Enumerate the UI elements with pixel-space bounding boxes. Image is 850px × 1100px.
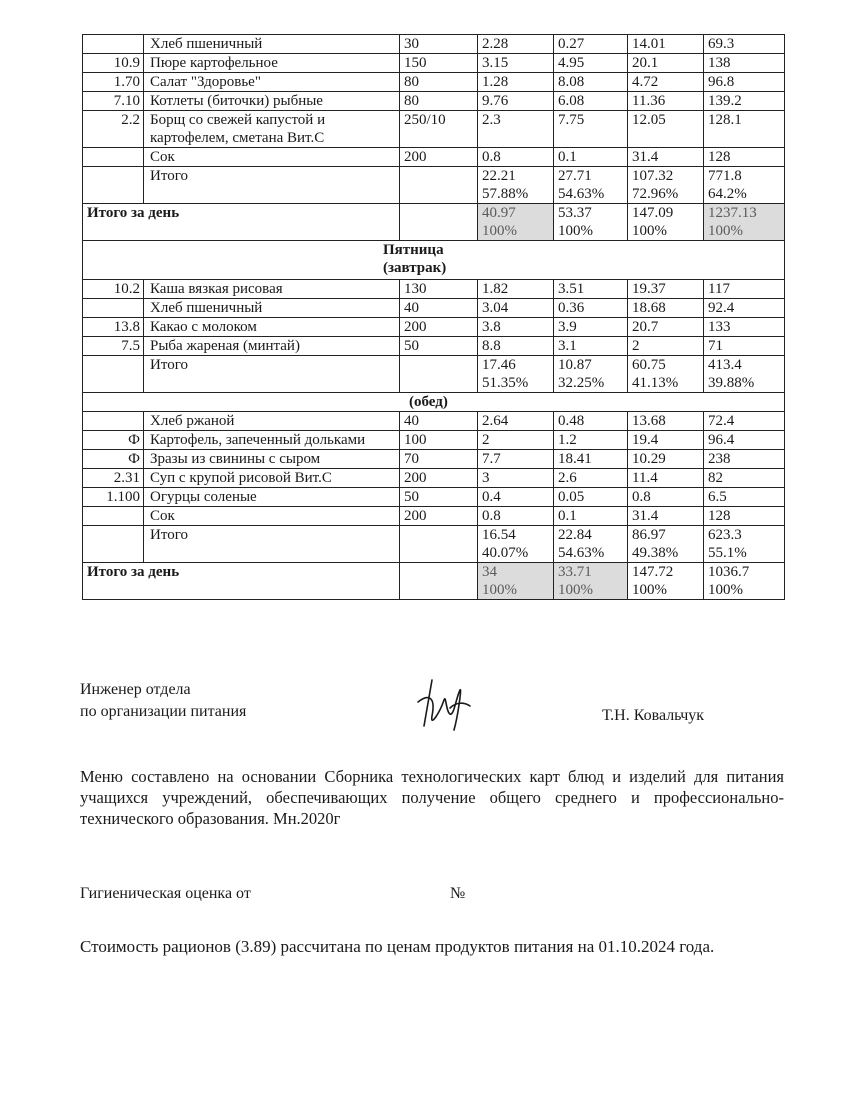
engineer-title-line1: Инженер отдела — [80, 681, 191, 698]
dish-code — [83, 412, 144, 431]
portion: 200 — [400, 318, 478, 337]
cost-note: Стоимость рационов (3.89) рассчитана по ценам продуктов питания на 01.10.2024 года. — [80, 937, 715, 956]
dish-code: 1.100 — [83, 488, 144, 507]
percent: 55.1% — [708, 545, 747, 561]
portion: 80 — [400, 92, 478, 111]
proteins: 3.8 — [478, 318, 554, 337]
proteins: 9.76 — [478, 92, 554, 111]
proteins: 0.8 — [478, 148, 554, 167]
day-total-label: Итого за день — [83, 563, 400, 600]
subtotal-label: Итого — [144, 167, 400, 204]
carbs: 20.1 — [628, 54, 704, 73]
portion — [400, 204, 478, 241]
proteins: 0.8 — [478, 507, 554, 526]
value: 413.4 — [708, 357, 742, 373]
carbs: 31.4 — [628, 507, 704, 526]
number-sign: № — [450, 885, 466, 902]
fats: 4.95 — [554, 54, 628, 73]
table-row — [83, 469, 785, 488]
dish-code — [83, 299, 144, 318]
subtotal-row — [83, 526, 785, 563]
energy — [704, 526, 785, 563]
energy: 69.3 — [704, 35, 785, 54]
table-row — [83, 337, 785, 356]
carbs: 2 — [628, 337, 704, 356]
carbs: 11.4 — [628, 469, 704, 488]
subtotal-row — [83, 167, 785, 204]
proteins: 2.28 — [478, 35, 554, 54]
percent: 100% — [558, 582, 593, 598]
energy: 71 — [704, 337, 785, 356]
dish-name: Картофель, запеченный дольками — [144, 431, 400, 450]
dish-name: Зразы из свинины с сыром — [144, 450, 400, 469]
carbs — [628, 204, 704, 241]
carbs: 11.36 — [628, 92, 704, 111]
dish-name — [144, 111, 400, 148]
proteins: 3 — [478, 469, 554, 488]
carbs: 31.4 — [628, 148, 704, 167]
carbs: 13.68 — [628, 412, 704, 431]
percent: 51.35% — [482, 375, 529, 391]
value: 771.8 — [708, 168, 742, 184]
table-row — [83, 148, 785, 167]
meal-title: (обед) — [409, 394, 448, 410]
proteins: 8.8 — [478, 337, 554, 356]
proteins: 3.04 — [478, 299, 554, 318]
proteins: 1.82 — [478, 280, 554, 299]
dish-name-line: Борщ со свежей капустой и — [150, 112, 326, 128]
energy: 82 — [704, 469, 785, 488]
energy: 96.8 — [704, 73, 785, 92]
energy: 117 — [704, 280, 785, 299]
table-row — [83, 507, 785, 526]
percent: 72.96% — [632, 186, 679, 202]
energy: 138 — [704, 54, 785, 73]
table-row — [83, 54, 785, 73]
fats — [554, 204, 628, 241]
carbs — [628, 526, 704, 563]
energy: 128 — [704, 148, 785, 167]
subtotal-row — [83, 356, 785, 393]
fats: 0.48 — [554, 412, 628, 431]
dish-name: Хлеб пшеничный — [144, 299, 400, 318]
fats: 6.08 — [554, 92, 628, 111]
portion: 70 — [400, 450, 478, 469]
percent: 100% — [558, 223, 593, 239]
portion: 80 — [400, 73, 478, 92]
dish-name: Рыба жареная (минтай) — [144, 337, 400, 356]
signature — [410, 672, 480, 736]
proteins: 7.7 — [478, 450, 554, 469]
carbs: 19.4 — [628, 431, 704, 450]
energy: 92.4 — [704, 299, 785, 318]
energy: 6.5 — [704, 488, 785, 507]
portion — [400, 563, 478, 600]
table-row — [83, 450, 785, 469]
value: 623.3 — [708, 527, 742, 543]
percent: 100% — [708, 223, 743, 239]
carbs: 12.05 — [628, 111, 704, 148]
dish-name: Котлеты (биточки) рыбные — [144, 92, 400, 111]
value: 147.09 — [632, 205, 674, 221]
value: 34 — [482, 564, 497, 580]
dish-code — [83, 526, 144, 563]
portion: 150 — [400, 54, 478, 73]
table-row — [83, 412, 785, 431]
dish-name: Пюре картофельное — [144, 54, 400, 73]
fats: 3.9 — [554, 318, 628, 337]
percent: 100% — [708, 582, 743, 598]
dish-code — [83, 507, 144, 526]
portion — [400, 356, 478, 393]
hygiene-label: Гигиеническая оценка от — [80, 885, 251, 902]
portion: 40 — [400, 412, 478, 431]
portion: 40 — [400, 299, 478, 318]
energy: 128 — [704, 507, 785, 526]
fats — [554, 167, 628, 204]
fats: 0.36 — [554, 299, 628, 318]
dish-code — [83, 35, 144, 54]
energy: 96.4 — [704, 431, 785, 450]
table-row — [83, 92, 785, 111]
day-total-label: Итого за день — [83, 204, 400, 241]
value: 1036.7 — [708, 564, 750, 580]
proteins: 3.15 — [478, 54, 554, 73]
fats: 0.1 — [554, 148, 628, 167]
proteins — [478, 526, 554, 563]
percent: 40.07% — [482, 545, 529, 561]
value: 107.32 — [632, 168, 674, 184]
dish-code: 10.9 — [83, 54, 144, 73]
dish-code: Ф — [83, 431, 144, 450]
portion: 50 — [400, 488, 478, 507]
dish-name-line: картофелем, сметана Вит.С — [150, 130, 325, 146]
fats: 18.41 — [554, 450, 628, 469]
carbs — [628, 167, 704, 204]
portion: 200 — [400, 148, 478, 167]
percent: 32.25% — [558, 375, 605, 391]
percent: 100% — [632, 582, 667, 598]
value: 27.71 — [558, 168, 592, 184]
percent: 54.63% — [558, 186, 605, 202]
value: 1237.13 — [708, 205, 757, 221]
table-row — [83, 73, 785, 92]
value: 22.84 — [558, 527, 592, 543]
table-row — [83, 431, 785, 450]
dish-name: Суп с крупой рисовой Вит.С — [144, 469, 400, 488]
proteins — [478, 563, 554, 600]
percent: 41.13% — [632, 375, 679, 391]
dish-code — [83, 356, 144, 393]
section-header — [83, 393, 785, 412]
percent: 57.88% — [482, 186, 529, 202]
fats: 0.05 — [554, 488, 628, 507]
dish-name: Сок — [144, 148, 400, 167]
portion: 200 — [400, 469, 478, 488]
table-row — [83, 280, 785, 299]
fats: 3.1 — [554, 337, 628, 356]
value: 60.75 — [632, 357, 666, 373]
dish-name: Сок — [144, 507, 400, 526]
carbs: 19.37 — [628, 280, 704, 299]
energy: 139.2 — [704, 92, 785, 111]
energy: 72.4 — [704, 412, 785, 431]
value: 10.87 — [558, 357, 592, 373]
value: 33.71 — [558, 564, 592, 580]
fats: 2.6 — [554, 469, 628, 488]
value: 17.46 — [482, 357, 516, 373]
carbs: 4.72 — [628, 73, 704, 92]
fats: 1.2 — [554, 431, 628, 450]
value: 40.97 — [482, 205, 516, 221]
percent: 39.88% — [708, 375, 755, 391]
value: 16.54 — [482, 527, 516, 543]
fats — [554, 563, 628, 600]
value: 22.21 — [482, 168, 516, 184]
portion: 100 — [400, 431, 478, 450]
subtotal-label: Итого — [144, 356, 400, 393]
section-header — [83, 241, 785, 280]
fats — [554, 526, 628, 563]
proteins: 0.4 — [478, 488, 554, 507]
dish-name: Каша вязкая рисовая — [144, 280, 400, 299]
portion — [400, 526, 478, 563]
portion: 200 — [400, 507, 478, 526]
fats: 0.27 — [554, 35, 628, 54]
dish-code: 13.8 — [83, 318, 144, 337]
section-row — [83, 241, 785, 280]
proteins: 2.3 — [478, 111, 554, 148]
dish-code: 1.70 — [83, 73, 144, 92]
dish-code: 2.2 — [83, 111, 144, 148]
dish-name: Огурцы соленые — [144, 488, 400, 507]
dish-name: Хлеб пшеничный — [144, 35, 400, 54]
portion: 50 — [400, 337, 478, 356]
energy — [704, 167, 785, 204]
proteins — [478, 167, 554, 204]
day-title: Пятница — [383, 242, 444, 258]
dish-name: Салат "Здоровье" — [144, 73, 400, 92]
table-row — [83, 488, 785, 507]
proteins — [478, 204, 554, 241]
dish-code: 7.5 — [83, 337, 144, 356]
energy — [704, 563, 785, 600]
dish-code: 10.2 — [83, 280, 144, 299]
proteins — [478, 356, 554, 393]
portion: 250/10 — [400, 111, 478, 148]
carbs: 10.29 — [628, 450, 704, 469]
proteins: 1.28 — [478, 73, 554, 92]
day-total-row — [83, 204, 785, 241]
table-row — [83, 318, 785, 337]
percent: 64.2% — [708, 186, 747, 202]
fats: 0.1 — [554, 507, 628, 526]
energy — [704, 356, 785, 393]
section-row — [83, 393, 785, 412]
value: 53.37 — [558, 205, 592, 221]
portion: 30 — [400, 35, 478, 54]
table-row — [83, 35, 785, 54]
dish-name: Хлеб ржаной — [144, 412, 400, 431]
carbs: 20.7 — [628, 318, 704, 337]
percent: 100% — [482, 582, 517, 598]
fats — [554, 356, 628, 393]
carbs: 0.8 — [628, 488, 704, 507]
dish-name: Какао с молоком — [144, 318, 400, 337]
value: 86.97 — [632, 527, 666, 543]
fats: 8.08 — [554, 73, 628, 92]
carbs: 18.68 — [628, 299, 704, 318]
table-row — [83, 299, 785, 318]
energy: 133 — [704, 318, 785, 337]
dish-code: 2.31 — [83, 469, 144, 488]
percent: 100% — [482, 223, 517, 239]
carbs — [628, 563, 704, 600]
energy: 128.1 — [704, 111, 785, 148]
engineer-name: Т.Н. Ковальчук — [602, 707, 705, 724]
percent: 100% — [632, 223, 667, 239]
fats: 7.75 — [554, 111, 628, 148]
energy: 238 — [704, 450, 785, 469]
subtotal-label: Итого — [144, 526, 400, 563]
proteins: 2.64 — [478, 412, 554, 431]
dish-code — [83, 167, 144, 204]
energy — [704, 204, 785, 241]
dish-code: Ф — [83, 450, 144, 469]
fats: 3.51 — [554, 280, 628, 299]
dish-code — [83, 148, 144, 167]
menu-source-note: Меню составлено на основании Сборника технологических карт блюд и изделий для питания учащихся учреждений, обеспечивающих получение общего среднего и профессионально-технического образования. Мн.2020г — [80, 767, 784, 828]
carbs — [628, 356, 704, 393]
meal-title: (завтрак) — [383, 260, 447, 276]
value: 147.72 — [632, 564, 674, 580]
carbs: 14.01 — [628, 35, 704, 54]
percent: 49.38% — [632, 545, 679, 561]
proteins: 2 — [478, 431, 554, 450]
dish-code: 7.10 — [83, 92, 144, 111]
menu-table — [82, 34, 785, 600]
portion: 130 — [400, 280, 478, 299]
table-row — [83, 111, 785, 148]
engineer-title-line2: по организации питания — [80, 703, 247, 720]
day-total-row — [83, 563, 785, 600]
portion — [400, 167, 478, 204]
percent: 54.63% — [558, 545, 605, 561]
